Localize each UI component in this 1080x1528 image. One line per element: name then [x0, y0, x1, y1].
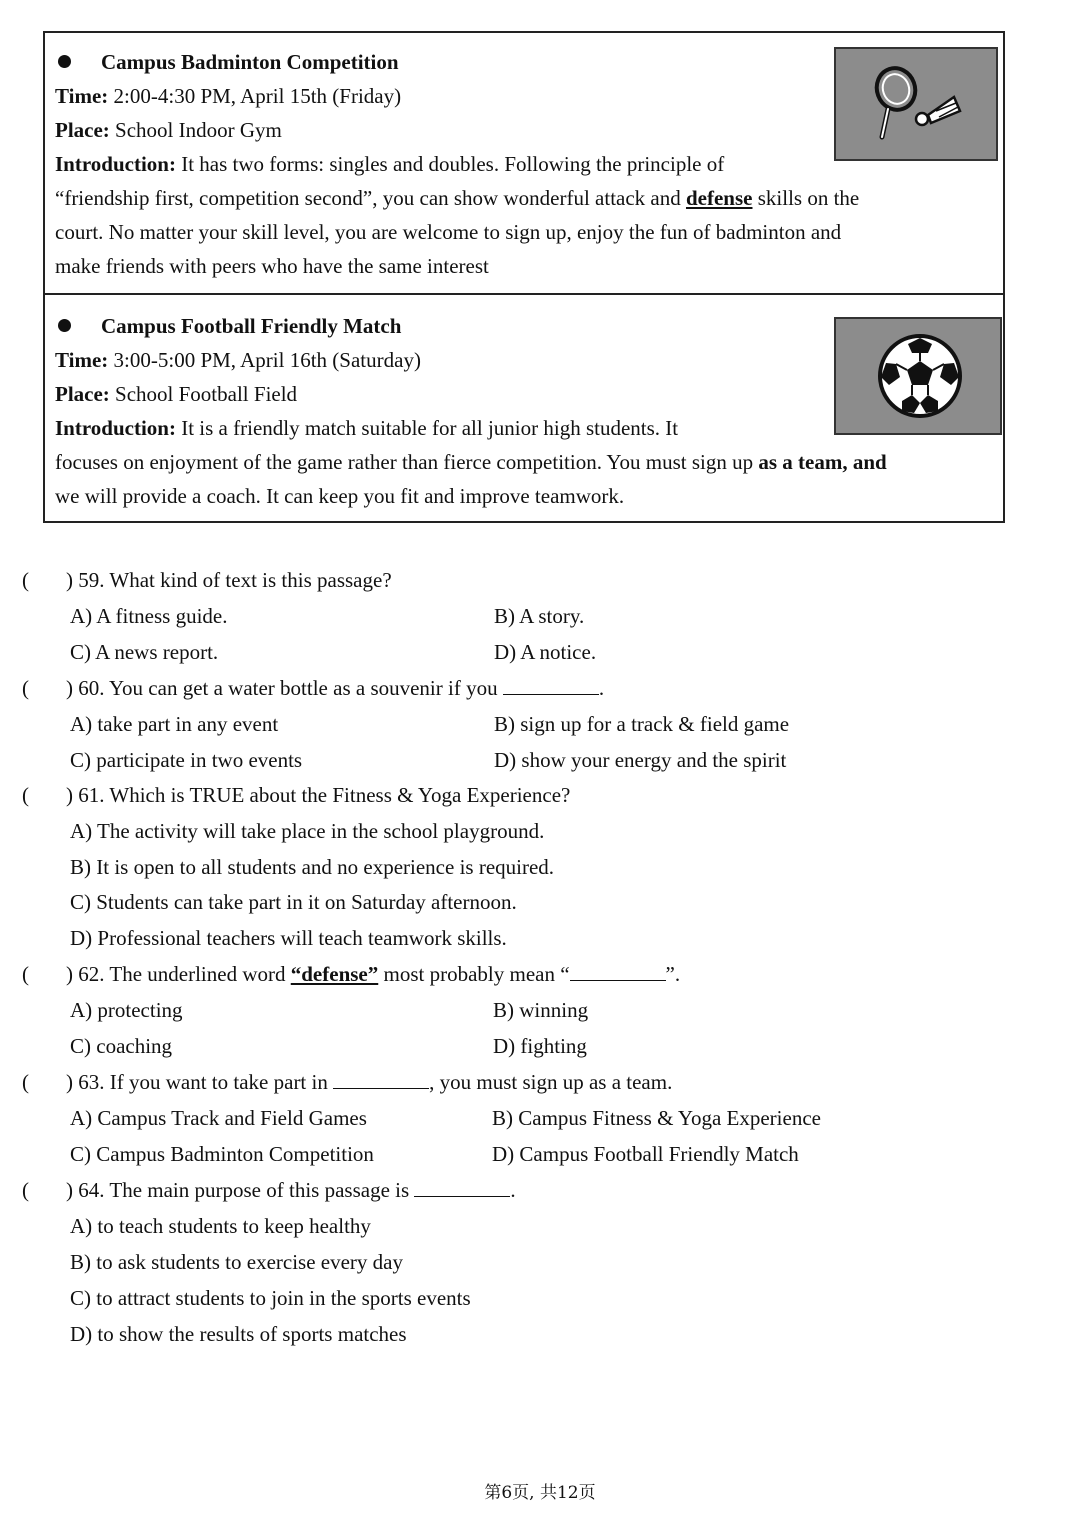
- option-59-c: C) A news report.: [70, 640, 219, 664]
- option-60-b: B) sign up for a track & field game: [494, 712, 790, 736]
- football-title-line: [55, 309, 401, 343]
- option-64-c: C) to attract students to join in the sports events: [70, 1286, 471, 1310]
- badminton-intro-line-2: “friendship first, competition second”, you can show wonderful attack and defense skills on the: [55, 186, 860, 210]
- option-59-b: B) A story.: [494, 604, 585, 628]
- badminton-intro-line-3: court. No matter your skill level, you are welcome to sign up, enjoy the fun of badminton and: [55, 220, 842, 244]
- answer-blank: [414, 1178, 510, 1197]
- option-61-b: B) It is open to all students and no experience is required.: [70, 855, 555, 879]
- answer-blank: [503, 676, 599, 695]
- option-61-a: A) The activity will take place in the school playground.: [70, 819, 545, 843]
- badminton-title: Campus Badminton Competition: [101, 50, 399, 74]
- answer-paren-63: (: [22, 1070, 29, 1094]
- answer-paren-61: (: [22, 783, 29, 807]
- answer-blank: [570, 962, 666, 981]
- option-64-d: D) to show the results of sports matches: [70, 1322, 407, 1346]
- answer-paren-60: (: [22, 676, 29, 700]
- option-61-d: D) Professional teachers will teach teamwork skills.: [70, 926, 507, 950]
- option-62-b: B) winning: [493, 998, 589, 1022]
- underlined-word: “defense”: [290, 962, 379, 986]
- answer-paren-59: (: [22, 568, 29, 592]
- badminton-image: [834, 47, 998, 161]
- option-59-d: D) A notice.: [494, 640, 597, 664]
- football-intro-line-3: we will provide a coach. It can keep you fit and improve teamwork.: [55, 484, 625, 508]
- option-63-b: B) Campus Fitness & Yoga Experience: [492, 1106, 821, 1130]
- option-63-c: C) Campus Badminton Competition: [70, 1142, 374, 1166]
- question-64: ) 64. The main purpose of this passage is .: [66, 1178, 516, 1202]
- badminton-intro-line-1: Introduction: It has two forms: singles and doubles. Following the principle of: [55, 152, 725, 176]
- question-63: ) 63. If you want to take part in , you must sign up as a team.: [66, 1070, 673, 1094]
- option-60-a: A) take part in any event: [70, 712, 279, 736]
- option-60-c: C) participate in two events: [70, 748, 303, 772]
- football-section: [45, 293, 1003, 523]
- option-59-a: A) A fitness guide.: [70, 604, 228, 628]
- question-59: ) 59. What kind of text is this passage?: [66, 568, 392, 592]
- answer-paren-64: (: [22, 1178, 29, 1202]
- option-60-d: D) show your energy and the spirit: [494, 748, 787, 772]
- bullet-icon: [58, 55, 71, 68]
- badminton-time: Time: 2:00-4:30 PM, April 15th (Friday): [55, 84, 402, 108]
- football-time: Time: 3:00-5:00 PM, April 16th (Saturday): [55, 348, 421, 372]
- football-title: Campus Football Friendly Match: [101, 314, 402, 338]
- option-63-d: D) Campus Football Friendly Match: [492, 1142, 799, 1166]
- question-62: ) 62. The underlined word “defense” most probably mean “ ”.: [66, 962, 681, 986]
- question-60: ) 60. You can get a water bottle as a souvenir if you .: [66, 676, 605, 700]
- badminton-place: Place: School Indoor Gym: [55, 118, 282, 142]
- event-notice-box: [43, 31, 1005, 523]
- answer-blank: [333, 1070, 429, 1089]
- option-64-a: A) to teach students to keep healthy: [70, 1214, 371, 1238]
- option-64-b: B) to ask students to exercise every day: [70, 1250, 403, 1274]
- badminton-section: [45, 33, 1003, 295]
- option-62-a: A) protecting: [70, 998, 183, 1022]
- badminton-icon: [836, 49, 996, 159]
- football-image: [834, 317, 1002, 435]
- football-place: Place: School Football Field: [55, 382, 298, 406]
- page-footer: 第6页, 共12页: [484, 1483, 596, 1503]
- football-icon: [836, 319, 1000, 433]
- option-62-d: D) fighting: [493, 1034, 587, 1058]
- option-61-c: C) Students can take part in it on Saturday afternoon.: [70, 890, 517, 914]
- underlined-word-defense: defense: [685, 186, 753, 210]
- bullet-icon: [58, 319, 71, 332]
- football-intro-line-1: Introduction: It is a friendly match suitable for all junior high students. It: [55, 416, 679, 440]
- football-intro-line-2: focuses on enjoyment of the game rather than fierce competition. You must sign up as a team, and: [55, 450, 887, 474]
- question-61: ) 61. Which is TRUE about the Fitness & Yoga Experience?: [66, 783, 571, 807]
- badminton-intro-line-4: make friends with peers who have the same interest: [55, 254, 489, 278]
- badminton-title-line: [55, 45, 399, 79]
- option-63-a: A) Campus Track and Field Games: [70, 1106, 367, 1130]
- option-62-c: C) coaching: [70, 1034, 173, 1058]
- answer-paren-62: (: [22, 962, 29, 986]
